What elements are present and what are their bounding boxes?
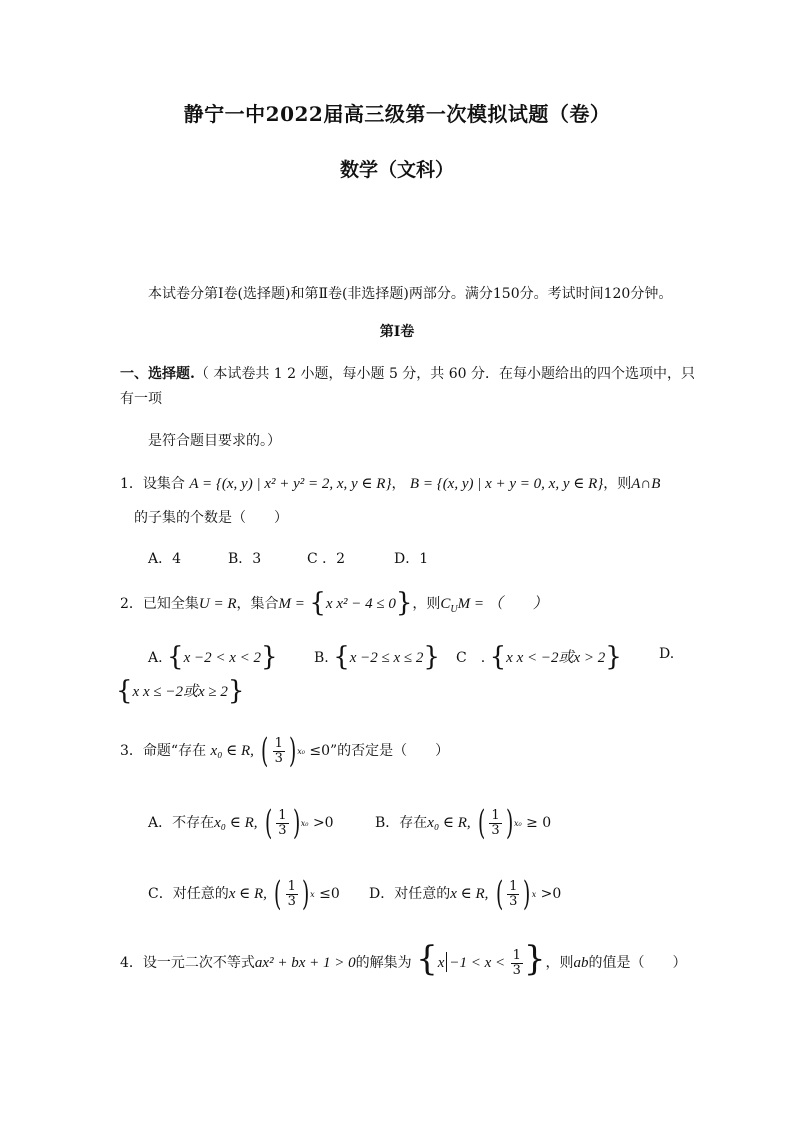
q1-option-c: C ．2 [307,551,346,567]
q4-set-cond: −1 < x < [449,955,506,971]
q3-fraction [273,737,285,766]
right-brace-glyph: } [227,676,245,706]
paren-right-glyph: ) [301,874,310,914]
q2-option-d [116,676,245,706]
page-subtitle: 数学（文科） [339,159,454,181]
q1-then: ，则 [603,476,632,492]
left-brace-glyph: { [416,939,438,979]
frac-den: 3 [278,822,287,838]
q3-option-d-power [493,874,537,914]
left-brace-glyph: { [167,642,184,672]
paren-left-glyph: ( [478,803,486,843]
q4-frac-num: 1 [512,947,521,963]
paren-right-glyph: ) [505,803,513,843]
q4-frac-den: 3 [512,962,521,978]
q3-option-a-power [262,803,309,843]
right-brace-glyph: } [605,642,622,672]
q3-option-b [375,803,552,843]
q1-option-b: B．3 [228,551,262,567]
q2-stem-b: ，集合 [236,596,279,612]
q3-stem-b: ≤0”的否定是（ ） [309,743,450,759]
paren-right-glyph: ) [288,731,297,771]
q3-frac-num: 1 [274,735,283,751]
q3-option-b-var: x₀ ∈ R, [427,815,471,831]
q2-option-a-set: x −2 < x < 2 [183,650,261,666]
q2-complement: C [440,596,451,612]
q3-option-a-text: A．不存在 [148,815,215,831]
q3-option-a-var: x₀ ∈ R, [214,815,258,831]
q2-option-d-label: D. [659,646,675,662]
q2-universe: U = R [198,596,237,612]
right-brace-glyph: } [395,588,413,618]
frac-num: 1 [509,878,518,894]
q3-fraction-power [258,731,305,771]
q3-option-b-text: B．存在 [375,815,428,831]
q4-inequality: ax² + bx + 1 > 0 [254,955,356,971]
q1-set-b: B = {(x, y) | x + y = 0, x, y ∈ R} [409,476,604,492]
frac-num: 1 [278,807,287,823]
q4-stem-d: 的值是（ ） [588,955,687,971]
q3-option-d-var: x ∈ R, [450,886,489,902]
q4-stem-c: ，则 [545,955,574,971]
q3-option-b-fraction [489,809,501,838]
right-brace-glyph: } [261,642,278,672]
q1-set-a: A = {(x, y) | x² + y² = 2, x, y ∈ R} [189,476,392,492]
paren-left-glyph: ( [264,803,273,843]
q4-fraction [511,949,523,978]
q1-line2: 的子集的个数是（ ） [134,510,288,526]
q2-option-b-label: B. [314,650,329,666]
q1-number: 1．设集合 [120,476,185,492]
section1-heading-line3: 是符合题目要求的。） [148,433,281,449]
left-brace-glyph: { [333,642,350,672]
left-brace-glyph: { [489,642,507,672]
q3-option-d-text: D．对任意的 [369,886,451,902]
q3-option-c-var: x ∈ R, [228,886,267,902]
frac-den: 3 [509,893,518,909]
q2-complement-sub: U [450,603,458,615]
left-brace-glyph: { [309,588,326,618]
q2-option-b [314,642,440,672]
paren-left-glyph: ( [495,874,504,914]
q4-stem [120,939,687,979]
q2-stem [120,588,548,618]
q3-option-d-fraction [507,880,519,909]
q3-option-d-rel: >0 [540,886,562,902]
q1-stem: 1．设集合 A = {(x, y) | x² + y² = 2, x, y ∈ R}， B = {(x, y) | x + y = 0, x, y ∈ R}，则A∩B [120,476,661,492]
q1-option-d: D．1 [394,551,429,567]
q3-option-a-fraction [276,809,288,838]
frac-num: 1 [287,878,296,894]
q3-option-b-rel: ≥ 0 [526,815,552,831]
q1-expr: A∩B [631,476,661,492]
q3-option-c-exp: x [310,889,315,899]
q3-stem [120,731,450,771]
exam-intro: 本试卷分第Ⅰ卷(选择题)和第Ⅱ卷(非选择题)两部分。满分150分。考试时间120分钟。 [148,286,673,302]
q3-frac-den: 3 [274,750,283,766]
q3-option-b-power [475,803,522,843]
right-brace-glyph: } [423,642,440,672]
q3-exponent: x₀ [297,746,305,756]
set-divider [446,952,447,972]
section1-heading-rest: （ 本试卷共 1 2 小题，每小题 5 分，共 60 分．在每小题给出的四个选项中，只 [194,366,696,382]
q3-option-d [369,874,562,914]
paren-left-glyph: ( [274,874,282,914]
q2-stem-a: 2．已知全集 [120,596,199,612]
q2-option-d-set: x x ≤ −2或x ≥ 2 [132,684,228,700]
q3-option-b-exp: x₀ [513,818,522,828]
frac-den: 3 [287,893,296,909]
q2-option-c-label: C . [456,650,486,666]
section1-heading [120,363,695,383]
q3-option-c-power [271,874,315,914]
paren-right-glyph: ) [523,874,531,914]
q3-option-d-exp: x [531,889,537,899]
q1-option-a: A．4 [148,551,182,567]
q2-option-b-set: x −2 ≤ x ≤ 2 [349,650,424,666]
q2-complement-tail: M = （ ） [457,596,548,612]
q4-stem-a: 4．设一元二次不等式 [120,955,255,971]
paren-left-glyph: ( [261,731,269,771]
q3-option-c-text: C．对任意的 [148,886,229,902]
q2-m-label: M = [278,596,305,612]
q2-option-c [456,642,622,672]
q3-stem-a: 3．命题“存在 [120,743,207,759]
q4-ab: ab [573,955,589,971]
q3-x0: x₀ ∈ R, [210,743,254,759]
q2-option-c-set: x x < −2或x > 2 [506,650,606,666]
right-brace-glyph: } [523,939,546,979]
q4-set-var: x [437,955,445,971]
q3-option-a-exp: x₀ [300,818,309,828]
section1-heading-bold: 一、选择题. [120,366,195,382]
paren-right-glyph: ) [292,803,300,843]
q3-option-c-rel: ≤0 [319,886,340,902]
frac-num: 1 [491,807,500,823]
page-title: 静宁一中2022届高三级第一次模拟试题（卷） [183,102,611,126]
q3-option-c-fraction [286,880,298,909]
q2-stem-c: ，则 [412,596,441,612]
section1-heading-line2: 有一项 [120,391,162,407]
q3-option-c [148,874,340,914]
part1-title: 第Ⅰ卷 [379,324,415,340]
q2-option-a-label: A. [148,650,163,666]
q4-stem-b: 的解集为 [355,955,412,971]
q3-option-a [148,803,334,843]
q3-option-a-rel: >0 [312,815,334,831]
left-brace-glyph: { [116,676,133,706]
frac-den: 3 [491,822,500,838]
q2-option-a [148,642,278,672]
q2-set-m: x x² − 4 ≤ 0 [325,596,396,612]
